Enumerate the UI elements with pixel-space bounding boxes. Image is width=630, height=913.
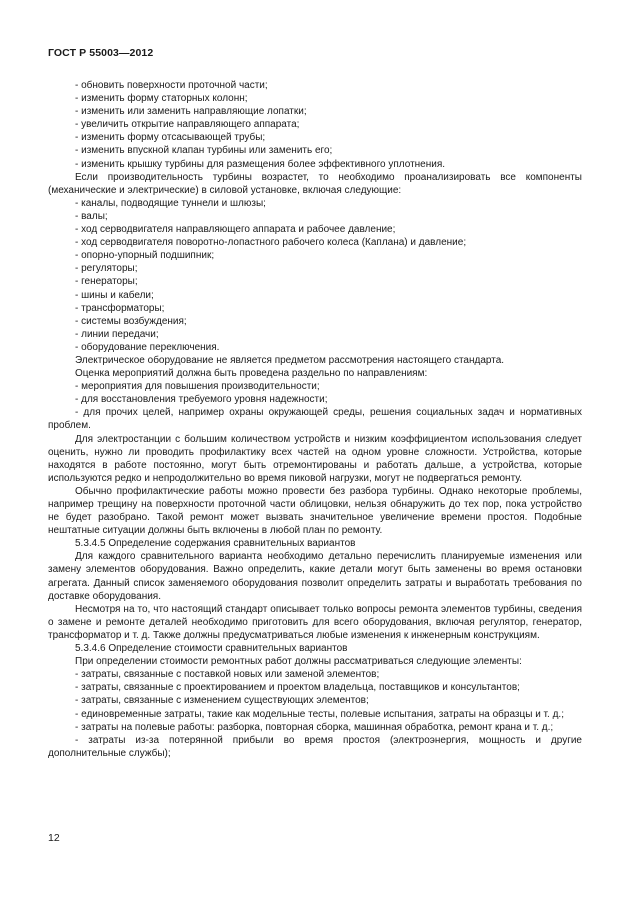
list-item: - регуляторы;: [75, 263, 138, 275]
list-item: - изменить форму статорных колонн;: [75, 93, 248, 105]
list-item: - обновить поверхности проточной части;: [75, 80, 268, 91]
paragraph: Обычно профилактические работы можно провести без разбора турбины. Однако некоторые проблемы, например трещину на поверхности проточной части облицовки, нельзя обнаружить до тех пор, пока устройство не будет разобрано. Такой ремонт может вызвать значительное увеличение времени простоя. Подобные нештатные ситуации должны быть включены в любой план по ремонту.: [48, 485, 582, 537]
paragraph: При определении стоимости ремонтных работ должны рассматриваться следующие элементы:: [75, 656, 522, 668]
list-item: - оборудование переключения.: [75, 341, 220, 353]
list-item: - каналы, подводящие туннели и шлюзы;: [75, 197, 266, 209]
list-item: - затраты, связанные с изменением существующих элементов;: [75, 695, 369, 707]
list-item: - для восстановления требуемого уровня надежности;: [75, 394, 328, 406]
list-item: - валы;: [75, 210, 108, 222]
list-item: - трансформаторы;: [75, 302, 165, 314]
list-item: - для прочих целей, например охраны окружающей среды, решения социальных задач и нормативных проблем.: [48, 407, 582, 432]
paragraph: Для каждого сравнительного варианта необходимо детально перечислить планируемые изменения или замену элементов оборудования. Важно определить, какие детали могут быть заменены во время остановки агрегата. Данный список заменяемого оборудования позволит определить затраты и выработать требования по доставке оборудования.: [48, 551, 582, 602]
list-item: - шины и кабели;: [75, 289, 154, 301]
list-item: - затраты, связанные с поставкой новых или заменой элементов;: [75, 669, 380, 681]
list-item: - ход серводвигателя поворотно-лопастного рабочего колеса (Каплана) и давление;: [75, 237, 467, 249]
list-item: - генераторы;: [75, 276, 138, 288]
list-item: - мероприятия для повышения производительности;: [75, 381, 320, 393]
list-item: - затраты из-за потерянной прибыли во время простоя (электроэнергия, мощность и другие дополнительные службы);: [48, 734, 582, 759]
paragraph: Если производительность турбины возрастет, то необходимо проанализировать все компоненты (механические и электрические) в силовой установке, включая следующие:: [48, 171, 582, 196]
list-item: - изменить крышку турбины для размещения более эффективного уплотнения.: [75, 158, 446, 170]
list-item: - увеличить открытие направляющего аппарата;: [75, 119, 300, 131]
list-item: - ход серводвигателя направляющего аппарата и рабочее давление;: [75, 224, 396, 236]
section-heading: 5.3.4.6 Определение стоимости сравнительных вариантов: [75, 643, 348, 655]
list-item: - линии передачи;: [75, 328, 159, 340]
paragraph: Оценка мероприятий должна быть проведена раздельно по направлениям:: [75, 368, 428, 380]
list-item: - системы возбуждения;: [75, 315, 187, 327]
list-item: - опорно-упорный подшипник;: [75, 250, 215, 262]
section-heading: 5.3.4.5 Определение содержания сравнительных вариантов: [75, 538, 356, 550]
list-item: - изменить форму отсасывающей трубы;: [75, 132, 266, 144]
list-item: - затраты, связанные с проектированием и проектом владельца, поставщиков и консультантов;: [75, 682, 520, 694]
paragraph: Электрическое оборудование не является предметом рассмотрения настоящего стандарта.: [75, 354, 505, 366]
page-body: [48, 79, 582, 760]
list-item: - изменить впускной клапан турбины или заменить его;: [75, 145, 333, 157]
list-item: - затраты на полевые работы: разборка, повторная сборка, машинная обработка, ремонт крана и т. д.;: [75, 721, 554, 733]
document-header: ГОСТ Р 55003—2012: [48, 47, 154, 59]
paragraph: Несмотря на то, что настоящий стандарт описывает только вопросы ремонта элементов турбины, сведения о замене и ремонте деталей необходимо приготовить для всего оборудования, включая регулятор, генератор, трансформатор и т. д. Также должны предусматриваться любые изменения к инженерным конструкциям.: [48, 603, 582, 641]
paragraph: Для электростанции с большим количеством устройств и низким коэффициентом использования следует оценить, нужно ли проводить профилактику всех частей на одном уровне сложности. Устройства, которые находятся в работе постоянно, могут быть отремонтированы и работать дальше, а устройства, которые используются редко и непродолжительно во время пиковой нагрузки, могут не подвергаться ремонту.: [48, 433, 582, 484]
list-item: - изменить или заменить направляющие лопатки;: [75, 106, 307, 118]
page-number: 12: [48, 832, 60, 844]
list-item: - единовременные затраты, такие как модельные тесты, полевые испытания, затраты на образцы и т. д.;: [75, 708, 564, 720]
